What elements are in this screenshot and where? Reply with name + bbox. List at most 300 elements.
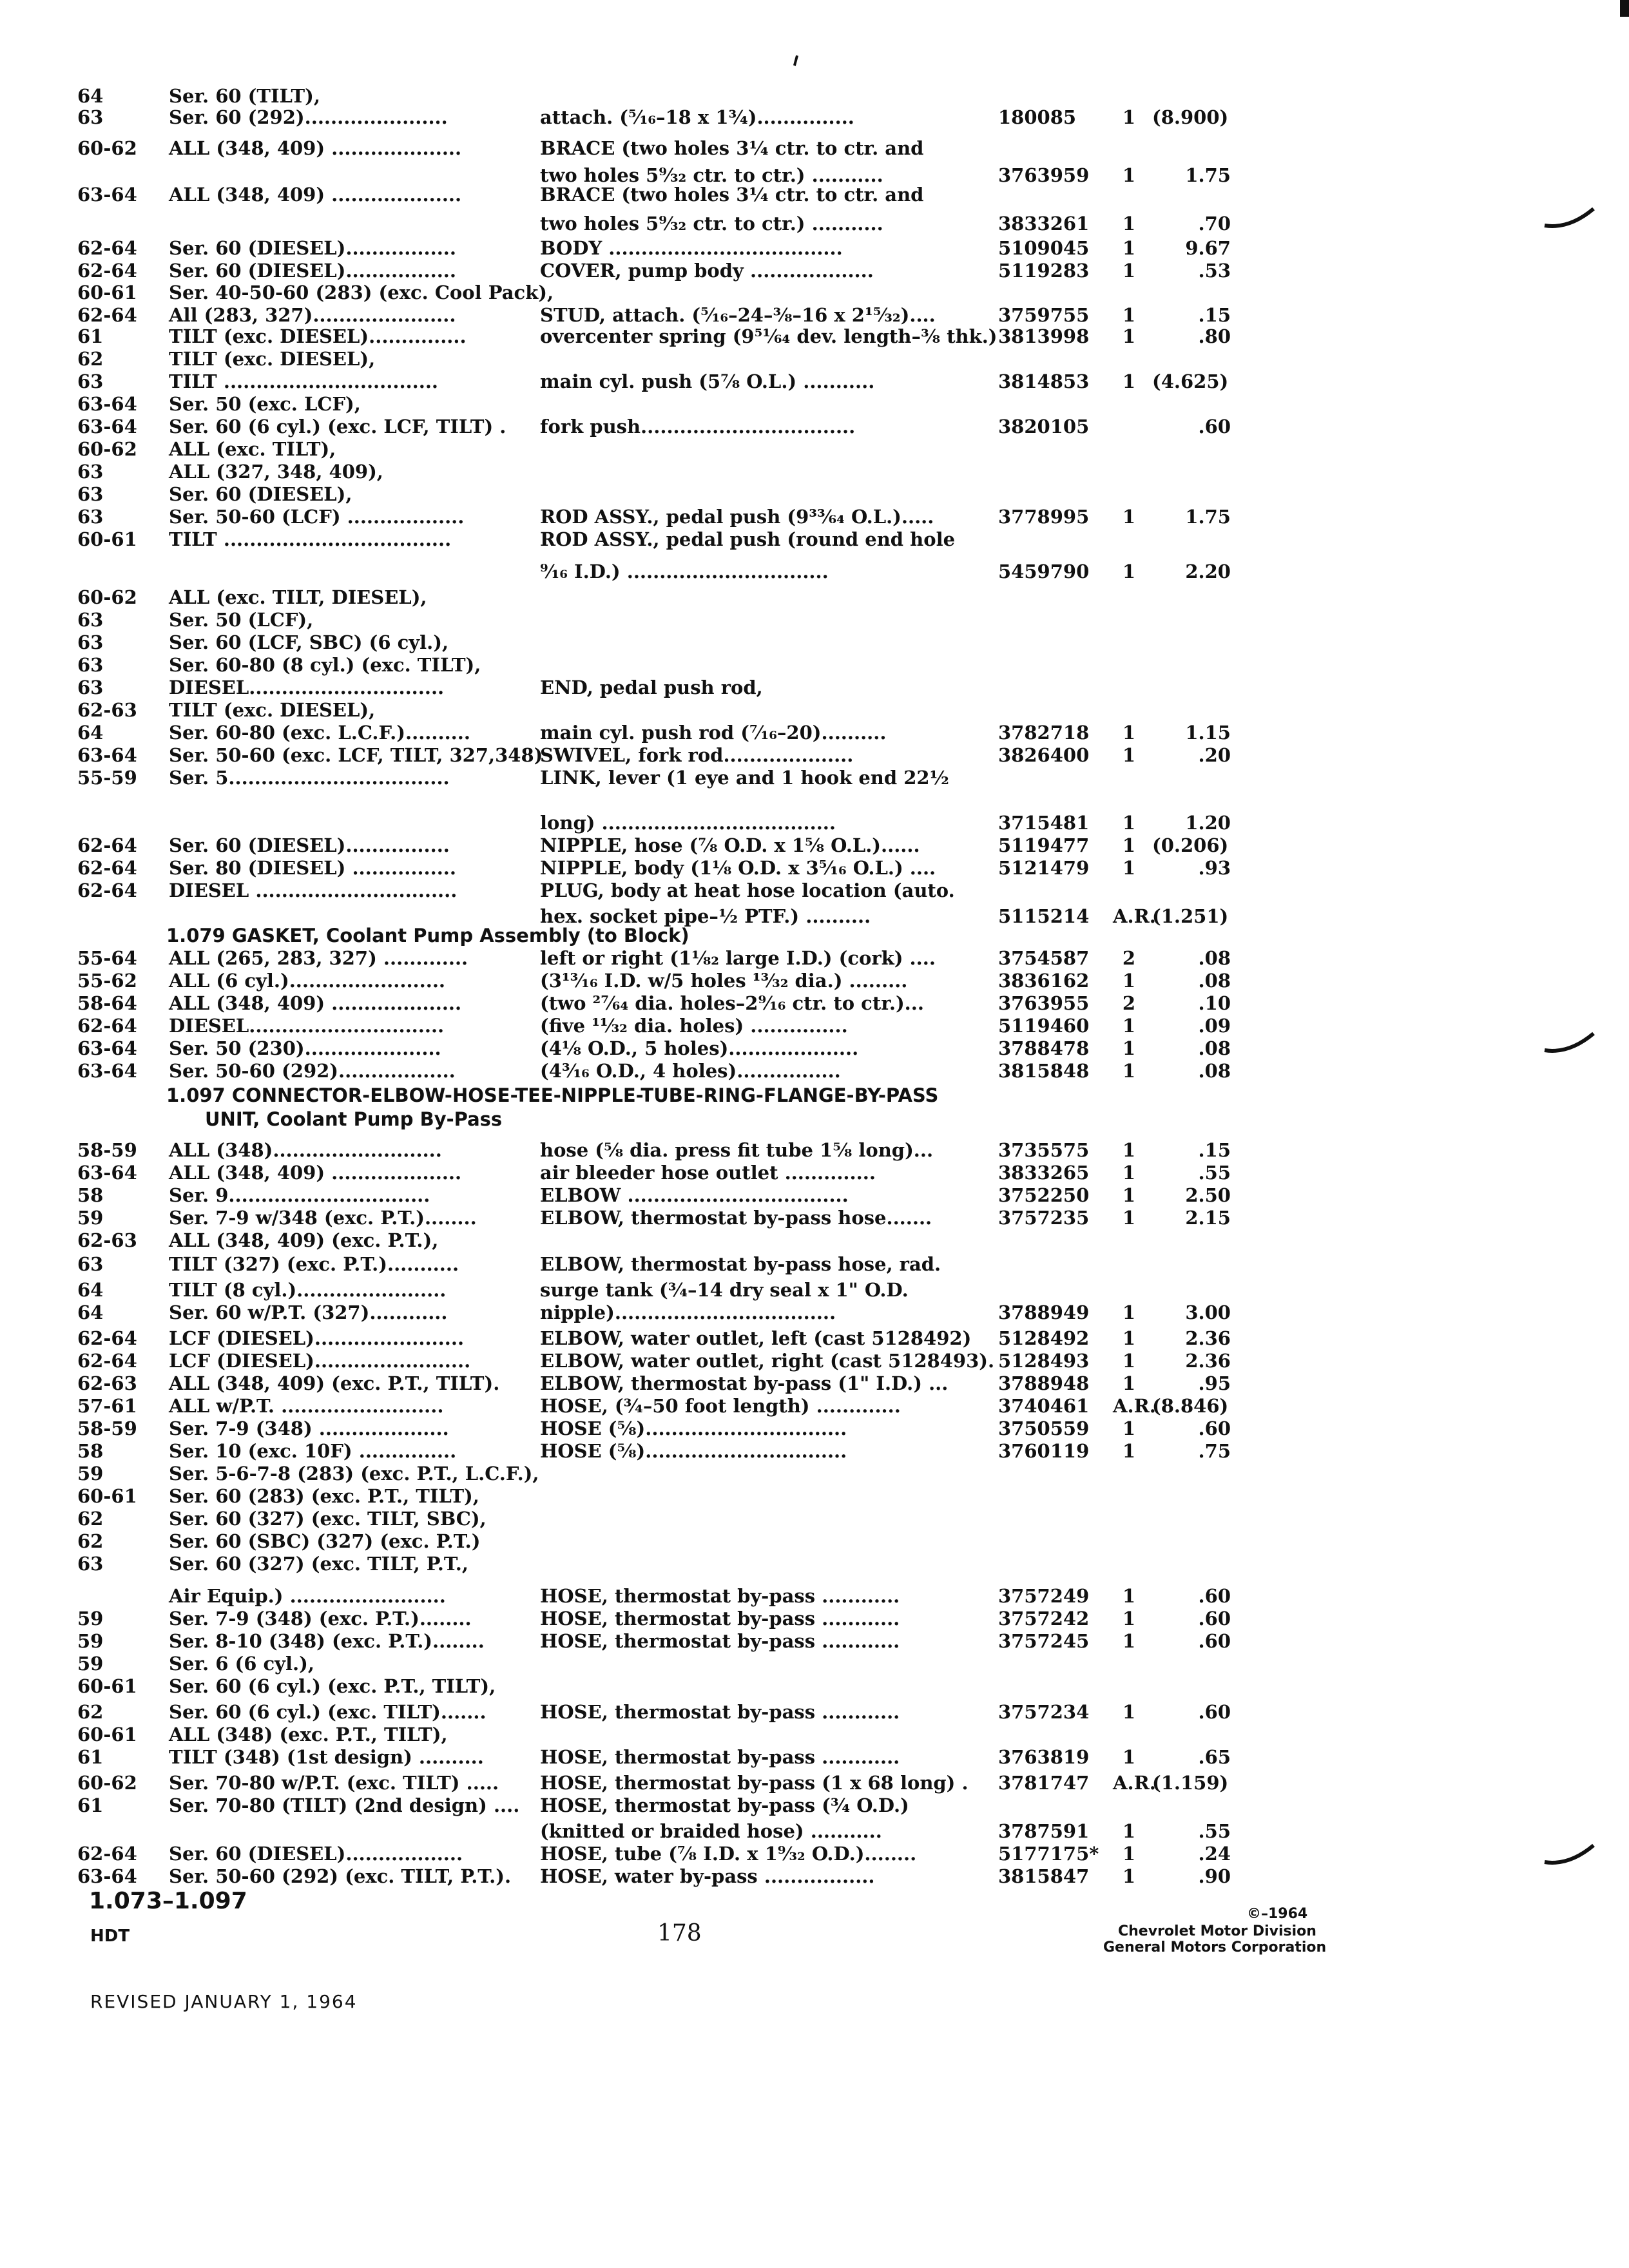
part-number: 5119283 bbox=[998, 260, 1090, 282]
parts-row bbox=[0, 1060, 1629, 1082]
price: .08 bbox=[1198, 947, 1231, 969]
quantity: 1 bbox=[1122, 1162, 1136, 1184]
price: 2.20 bbox=[1185, 561, 1231, 582]
description: STUD, attach. (⁵⁄₁₆–24–⅜–16 x 2¹⁵⁄₃₂).... bbox=[540, 304, 936, 326]
application: ALL (348, 409) .................... bbox=[169, 184, 462, 206]
description: BODY .................................... bbox=[540, 237, 843, 259]
price: .80 bbox=[1198, 325, 1231, 347]
year-range: 59 bbox=[77, 1630, 104, 1652]
part-number: 5459790 bbox=[998, 561, 1090, 582]
application: ALL (327, 348, 409), bbox=[169, 461, 383, 483]
quantity: 1 bbox=[1122, 164, 1136, 186]
binder-mark-2 bbox=[1543, 1031, 1595, 1054]
quantity: 1 bbox=[1122, 1701, 1136, 1723]
parts-row bbox=[0, 1794, 1629, 1816]
description: ELBOW, water outlet, left (cast 5128492) bbox=[540, 1327, 972, 1349]
year-range: 60-61 bbox=[77, 1485, 137, 1507]
application: TILT (exc. DIESEL), bbox=[169, 699, 376, 721]
quantity: 1 bbox=[1122, 304, 1136, 326]
part-number: 3757249 bbox=[998, 1585, 1090, 1607]
application: Ser. 60 (DIESEL)................. bbox=[169, 260, 456, 282]
application: Ser. 60 (TILT), bbox=[169, 85, 320, 107]
application: ALL (348, 409) .................... bbox=[169, 992, 462, 1014]
section-heading bbox=[0, 925, 1629, 947]
quantity: A.R. bbox=[1113, 1772, 1156, 1794]
parts-row bbox=[0, 857, 1629, 879]
price: 2.36 bbox=[1185, 1350, 1231, 1372]
quantity: A.R. bbox=[1113, 905, 1156, 927]
price: (4.625) bbox=[1152, 370, 1229, 392]
year-range: 60-61 bbox=[77, 1724, 137, 1745]
parts-row bbox=[0, 106, 1629, 128]
application: All (283, 327)...................... bbox=[169, 304, 456, 326]
parts-row bbox=[0, 1653, 1629, 1675]
description: hex. socket pipe–½ PTF.) .......... bbox=[540, 905, 871, 927]
price: 1.20 bbox=[1185, 812, 1231, 834]
quantity: 1 bbox=[1122, 1327, 1136, 1349]
part-number: 5119460 bbox=[998, 1015, 1090, 1037]
year-range: 63 bbox=[77, 506, 104, 528]
year-range: 63 bbox=[77, 483, 104, 505]
price: .10 bbox=[1198, 992, 1231, 1014]
year-range: 64 bbox=[77, 85, 104, 107]
application: DIESEL ............................... bbox=[169, 879, 458, 901]
part-number: 3752250 bbox=[998, 1184, 1090, 1206]
part-number: 3763959 bbox=[998, 164, 1090, 186]
year-range: 59 bbox=[77, 1608, 104, 1629]
price: .60 bbox=[1198, 1418, 1231, 1439]
application: Ser. 60 (327) (exc. TILT, SBC), bbox=[169, 1508, 487, 1530]
parts-row bbox=[0, 260, 1629, 282]
application: TILT (exc. DIESEL)............... bbox=[169, 325, 467, 347]
application: ALL (348).......................... bbox=[169, 1139, 442, 1161]
quantity: A.R. bbox=[1113, 1395, 1156, 1417]
part-number: 3735575 bbox=[998, 1139, 1090, 1161]
application: DIESEL.............................. bbox=[169, 677, 445, 698]
price: 3.00 bbox=[1185, 1302, 1231, 1323]
year-range: 60-62 bbox=[77, 137, 137, 159]
speck bbox=[793, 55, 798, 66]
part-number: 3757242 bbox=[998, 1608, 1090, 1629]
year-range: 62-63 bbox=[77, 699, 137, 721]
price: 9.67 bbox=[1185, 237, 1231, 259]
parts-row bbox=[0, 1372, 1629, 1394]
parts-row bbox=[0, 631, 1629, 653]
price: (8.846) bbox=[1152, 1395, 1229, 1417]
application: Ser. 50 (exc. LCF), bbox=[169, 393, 361, 415]
price: 1.75 bbox=[1185, 164, 1231, 186]
application: Ser. 60 (DIESEL).................. bbox=[169, 1843, 463, 1865]
description: ROD ASSY., pedal push (round end hole bbox=[540, 528, 956, 550]
year-range: 63 bbox=[77, 677, 104, 698]
description: long) .................................... bbox=[540, 812, 836, 834]
application: Ser. 60-80 (exc. L.C.F.).......... bbox=[169, 722, 470, 744]
parts-row bbox=[0, 1302, 1629, 1323]
year-range: 63 bbox=[77, 1253, 104, 1275]
year-range: 63-64 bbox=[77, 1865, 137, 1887]
year-range: 63-64 bbox=[77, 744, 137, 766]
parts-row bbox=[0, 85, 1629, 107]
year-range: 61 bbox=[77, 1746, 104, 1768]
price: 2.36 bbox=[1185, 1327, 1231, 1349]
quantity: 1 bbox=[1122, 1418, 1136, 1439]
description: main cyl. push rod (⁷⁄₁₆–20).......... bbox=[540, 722, 887, 744]
price: .95 bbox=[1198, 1372, 1231, 1394]
application: Ser. 7-9 w/348 (exc. P.T.)........ bbox=[169, 1207, 477, 1229]
part-number: 3740461 bbox=[998, 1395, 1090, 1417]
price: .09 bbox=[1198, 1015, 1231, 1037]
description: HOSE, thermostat by-pass ............ bbox=[540, 1746, 900, 1768]
year-range: 62-64 bbox=[77, 237, 137, 259]
year-range: 58-59 bbox=[77, 1418, 137, 1439]
part-number: 3754587 bbox=[998, 947, 1090, 969]
parts-row bbox=[0, 561, 1629, 582]
description: HOSE, thermostat by-pass (¾ O.D.) bbox=[540, 1794, 909, 1816]
parts-row bbox=[0, 528, 1629, 550]
application: Ser. 70-80 (TILT) (2nd design) .... bbox=[169, 1794, 520, 1816]
year-range: 62-64 bbox=[77, 1843, 137, 1865]
parts-row bbox=[0, 1724, 1629, 1745]
part-number: 3788478 bbox=[998, 1037, 1090, 1059]
year-range: 59 bbox=[77, 1653, 104, 1675]
description: HOSE, thermostat by-pass ............ bbox=[540, 1701, 900, 1723]
application: Ser. 50-60 (exc. LCF, TILT, 327,348) bbox=[169, 744, 543, 766]
year-range: 58-64 bbox=[77, 992, 137, 1014]
parts-row bbox=[0, 1820, 1629, 1842]
parts-row bbox=[0, 1608, 1629, 1629]
part-number: 3715481 bbox=[998, 812, 1090, 834]
parts-row bbox=[0, 1418, 1629, 1439]
part-number: 3763955 bbox=[998, 992, 1090, 1014]
parts-row bbox=[0, 416, 1629, 437]
quantity: 1 bbox=[1122, 1037, 1136, 1059]
application: Ser. 8-10 (348) (exc. P.T.)........ bbox=[169, 1630, 485, 1652]
application: Ser. 70-80 w/P.T. (exc. TILT) ..... bbox=[169, 1772, 499, 1794]
part-number: 3836162 bbox=[998, 970, 1090, 992]
part-number: 3750559 bbox=[998, 1418, 1090, 1439]
parts-row bbox=[0, 1463, 1629, 1485]
price: (1.159) bbox=[1152, 1772, 1229, 1794]
part-number: 3814853 bbox=[998, 370, 1090, 392]
description: ELBOW, thermostat by-pass (1" I.D.) ... bbox=[540, 1372, 949, 1394]
description: NIPPLE, hose (⅞ O.D. x 1⅝ O.L.)...... bbox=[540, 834, 920, 856]
parts-row bbox=[0, 834, 1629, 856]
application: ALL w/P.T. ......................... bbox=[169, 1395, 444, 1417]
year-range: 63-64 bbox=[77, 393, 137, 415]
application: Ser. 60 (6 cyl.) (exc. LCF, TILT) . bbox=[169, 416, 506, 437]
year-range: 60-62 bbox=[77, 438, 137, 460]
year-range: 64 bbox=[77, 722, 104, 744]
section-heading bbox=[0, 1108, 1629, 1130]
price: .65 bbox=[1198, 1746, 1231, 1768]
parts-row bbox=[0, 812, 1629, 834]
description: END, pedal push rod, bbox=[540, 677, 763, 698]
parts-row bbox=[0, 506, 1629, 528]
year-range: 63-64 bbox=[77, 1037, 137, 1059]
year-range: 61 bbox=[77, 325, 104, 347]
corner-edge bbox=[1620, 0, 1629, 17]
page-number: 178 bbox=[657, 1920, 702, 1946]
revised-date: REVISED JANUARY 1, 1964 bbox=[90, 1991, 358, 2012]
quantity: 1 bbox=[1122, 857, 1136, 879]
parts-row bbox=[0, 461, 1629, 483]
quantity: 1 bbox=[1122, 1440, 1136, 1462]
part-number: 3788948 bbox=[998, 1372, 1090, 1394]
application: ALL (265, 283, 327) ............. bbox=[169, 947, 468, 969]
part-number: 3757245 bbox=[998, 1630, 1090, 1652]
part-number: 3815847 bbox=[998, 1865, 1090, 1887]
parts-row bbox=[0, 1630, 1629, 1652]
price: .60 bbox=[1198, 1630, 1231, 1652]
parts-row bbox=[0, 1350, 1629, 1372]
price: .20 bbox=[1198, 744, 1231, 766]
price: .90 bbox=[1198, 1865, 1231, 1887]
part-number: 5109045 bbox=[998, 237, 1090, 259]
part-number: 5115214 bbox=[998, 905, 1090, 927]
application: Ser. 50-60 (292) (exc. TILT, P.T.). bbox=[169, 1865, 512, 1887]
binder-mark-1 bbox=[1543, 206, 1595, 229]
application: TILT (8 cyl.)....................... bbox=[169, 1279, 447, 1301]
year-range: 62-64 bbox=[77, 857, 137, 879]
year-range: 61 bbox=[77, 1794, 104, 1816]
description: HOSE, thermostat by-pass ............ bbox=[540, 1608, 900, 1629]
year-range: 63 bbox=[77, 461, 104, 483]
price: 2.50 bbox=[1185, 1184, 1231, 1206]
application: Ser. 60 (283) (exc. P.T., TILT), bbox=[169, 1485, 479, 1507]
quantity: 1 bbox=[1122, 1630, 1136, 1652]
application: Ser. 5.................................. bbox=[169, 767, 450, 789]
parts-row bbox=[0, 1207, 1629, 1229]
year-range: 63-64 bbox=[77, 416, 137, 437]
parts-row bbox=[0, 1585, 1629, 1607]
quantity: 1 bbox=[1122, 1207, 1136, 1229]
quantity: 1 bbox=[1122, 370, 1136, 392]
year-range: 62-64 bbox=[77, 1015, 137, 1037]
parts-row bbox=[0, 370, 1629, 392]
quantity: 1 bbox=[1122, 722, 1136, 744]
quantity: 1 bbox=[1122, 1184, 1136, 1206]
parts-row bbox=[0, 1229, 1629, 1251]
application: TILT ................................... bbox=[169, 528, 452, 550]
application: Ser. 50 (LCF), bbox=[169, 609, 314, 631]
quantity: 1 bbox=[1122, 1820, 1136, 1842]
year-range: 62 bbox=[77, 348, 104, 370]
price: .08 bbox=[1198, 1060, 1231, 1082]
application: TILT (348) (1st design) .......... bbox=[169, 1746, 484, 1768]
part-number: 3813998 bbox=[998, 325, 1090, 347]
year-range: 63 bbox=[77, 609, 104, 631]
parts-row bbox=[0, 654, 1629, 676]
quantity: 1 bbox=[1122, 970, 1136, 992]
application: Ser. 60 (6 cyl.) (exc. TILT)....... bbox=[169, 1701, 487, 1723]
quantity: 1 bbox=[1122, 812, 1136, 834]
application: ALL (exc. TILT, DIESEL), bbox=[169, 586, 427, 608]
year-range: 62-64 bbox=[77, 1327, 137, 1349]
year-range: 62 bbox=[77, 1508, 104, 1530]
parts-row bbox=[0, 905, 1629, 927]
application: ALL (exc. TILT), bbox=[169, 438, 336, 460]
part-number: 3815848 bbox=[998, 1060, 1090, 1082]
year-range: 63 bbox=[77, 631, 104, 653]
price: (0.206) bbox=[1152, 834, 1229, 856]
year-range: 62 bbox=[77, 1701, 104, 1723]
application: ALL (348, 409) .................... bbox=[169, 137, 462, 159]
description: surge tank (¾–14 dry seal x 1" O.D. bbox=[540, 1279, 909, 1301]
year-range: 64 bbox=[77, 1279, 104, 1301]
description: HOSE, thermostat by-pass (1 x 68 long) . bbox=[540, 1772, 969, 1794]
application: Ser. 60 (DIESEL)................. bbox=[169, 237, 456, 259]
parts-row bbox=[0, 237, 1629, 259]
application: Ser. 80 (DIESEL) ................ bbox=[169, 857, 456, 879]
description: BRACE (two holes 3¼ ctr. to ctr. and bbox=[540, 184, 924, 206]
part-number: 3757235 bbox=[998, 1207, 1090, 1229]
price: .60 bbox=[1198, 1701, 1231, 1723]
application: Ser. 60 (327) (exc. TILT, P.T., bbox=[169, 1553, 468, 1575]
section-heading-text: UNIT, Coolant Pump By-Pass bbox=[205, 1108, 503, 1130]
application: ALL (6 cyl.)........................ bbox=[169, 970, 446, 992]
parts-row bbox=[0, 1772, 1629, 1794]
application: Ser. 6 (6 cyl.), bbox=[169, 1653, 314, 1675]
price: .08 bbox=[1198, 970, 1231, 992]
section-range: 1.073–1.097 bbox=[89, 1888, 247, 1914]
quantity: 2 bbox=[1122, 992, 1136, 1014]
price: .55 bbox=[1198, 1820, 1231, 1842]
year-range: 62-64 bbox=[77, 304, 137, 326]
year-range: 63-64 bbox=[77, 1162, 137, 1184]
year-range: 62-64 bbox=[77, 879, 137, 901]
application: Ser. 9............................... bbox=[169, 1184, 430, 1206]
description: ⁹⁄₁₆ I.D.) ............................... bbox=[540, 561, 829, 582]
description: HOSE, water by-pass ................. bbox=[540, 1865, 875, 1887]
description: COVER, pump body ................... bbox=[540, 260, 874, 282]
price: .60 bbox=[1198, 1585, 1231, 1607]
application: Ser. 60-80 (8 cyl.) (exc. TILT), bbox=[169, 654, 481, 676]
price: 1.75 bbox=[1185, 506, 1231, 528]
part-number: 180085 bbox=[998, 106, 1077, 128]
year-range: 60-61 bbox=[77, 528, 137, 550]
quantity: 1 bbox=[1122, 213, 1136, 235]
description: PLUG, body at heat hose location (auto. bbox=[540, 879, 955, 901]
year-range: 63 bbox=[77, 370, 104, 392]
parts-row bbox=[0, 1485, 1629, 1507]
description: NIPPLE, body (1⅛ O.D. x 3⁵⁄₁₆ O.L.) .... bbox=[540, 857, 936, 879]
application: ALL (348, 409) .................... bbox=[169, 1162, 462, 1184]
parts-row bbox=[0, 947, 1629, 969]
year-range: 63-64 bbox=[77, 184, 137, 206]
binder-mark-3 bbox=[1543, 1843, 1595, 1866]
parts-row bbox=[0, 1279, 1629, 1301]
price: (8.900) bbox=[1152, 106, 1229, 128]
parts-row bbox=[0, 677, 1629, 698]
application: Ser. 60 (LCF, SBC) (6 cyl.), bbox=[169, 631, 449, 653]
year-range: 58 bbox=[77, 1184, 104, 1206]
parts-row bbox=[0, 438, 1629, 460]
parts-row bbox=[0, 137, 1629, 159]
description: (4³⁄₁₆ O.D., 4 holes)................ bbox=[540, 1060, 841, 1082]
part-number: 3833261 bbox=[998, 213, 1090, 235]
parts-row bbox=[0, 1440, 1629, 1462]
parts-row bbox=[0, 304, 1629, 326]
price: 2.15 bbox=[1185, 1207, 1231, 1229]
parts-row bbox=[0, 1701, 1629, 1723]
parts-row bbox=[0, 348, 1629, 370]
application: Ser. 10 (exc. 10F) ............... bbox=[169, 1440, 457, 1462]
parts-row bbox=[0, 992, 1629, 1014]
part-number: 5128492 bbox=[998, 1327, 1090, 1349]
year-range: 59 bbox=[77, 1463, 104, 1485]
quantity: 1 bbox=[1122, 834, 1136, 856]
series-code: HDT bbox=[90, 1927, 130, 1946]
application: LCF (DIESEL)....................... bbox=[169, 1327, 465, 1349]
description: overcenter spring (9⁵¹⁄₆₄ dev. length–⅜ thk.) bbox=[540, 325, 998, 347]
description: nipple).................................. bbox=[540, 1302, 836, 1323]
quantity: 1 bbox=[1122, 1372, 1136, 1394]
description: BRACE (two holes 3¼ ctr. to ctr. and bbox=[540, 137, 924, 159]
application: Ser. 40-50-60 (283) (exc. Cool Pack), bbox=[169, 282, 554, 303]
section-heading bbox=[0, 1084, 1629, 1106]
parts-row bbox=[0, 879, 1629, 901]
price: .93 bbox=[1198, 857, 1231, 879]
year-range: 58 bbox=[77, 1440, 104, 1462]
application: Ser. 50-60 (LCF) .................. bbox=[169, 506, 465, 528]
application: Ser. 50 (230)..................... bbox=[169, 1037, 441, 1059]
parts-row bbox=[0, 586, 1629, 608]
price: .08 bbox=[1198, 1037, 1231, 1059]
year-range: 55-62 bbox=[77, 970, 137, 992]
price: .24 bbox=[1198, 1843, 1231, 1865]
price: .55 bbox=[1198, 1162, 1231, 1184]
description: ELBOW, thermostat by-pass hose, rad. bbox=[540, 1253, 941, 1275]
price: .53 bbox=[1198, 260, 1231, 282]
price: .70 bbox=[1198, 213, 1231, 235]
part-number: 5128493 bbox=[998, 1350, 1090, 1372]
parts-row bbox=[0, 325, 1629, 347]
section-heading-text: 1.079 GASKET, Coolant Pump Assembly (to Block) bbox=[166, 925, 689, 947]
year-range: 60-62 bbox=[77, 586, 137, 608]
company-corp: General Motors Corporation bbox=[1103, 1939, 1327, 1956]
quantity: 2 bbox=[1122, 947, 1136, 969]
part-number: 5119477 bbox=[998, 834, 1090, 856]
quantity: 1 bbox=[1122, 1865, 1136, 1887]
parts-row bbox=[0, 722, 1629, 744]
year-range: 62-63 bbox=[77, 1372, 137, 1394]
parts-row bbox=[0, 1843, 1629, 1865]
price: .15 bbox=[1198, 1139, 1231, 1161]
parts-row bbox=[0, 1865, 1629, 1887]
parts-row bbox=[0, 1015, 1629, 1037]
section-heading-text: 1.097 CONNECTOR-ELBOW-HOSE-TEE-NIPPLE-TUBE-RING-FLANGE-BY-PASS bbox=[166, 1084, 939, 1106]
year-range: 63 bbox=[77, 106, 104, 128]
parts-row bbox=[0, 609, 1629, 631]
company-division: Chevrolet Motor Division bbox=[1118, 1923, 1316, 1939]
description: (knitted or braided hose) ........... bbox=[540, 1820, 882, 1842]
quantity: 1 bbox=[1122, 1302, 1136, 1323]
year-range: 62-63 bbox=[77, 1229, 137, 1251]
parts-row bbox=[0, 213, 1629, 235]
application: TILT ................................. bbox=[169, 370, 439, 392]
description: ELBOW, thermostat by-pass hose....... bbox=[540, 1207, 932, 1229]
parts-row bbox=[0, 282, 1629, 303]
parts-row bbox=[0, 1530, 1629, 1552]
parts-row bbox=[0, 1395, 1629, 1417]
quantity: 1 bbox=[1122, 1060, 1136, 1082]
parts-row bbox=[0, 767, 1629, 789]
application: Ser. 5-6-7-8 (283) (exc. P.T., L.C.F.), bbox=[169, 1463, 539, 1485]
year-range: 57-61 bbox=[77, 1395, 137, 1417]
year-range: 63-64 bbox=[77, 1060, 137, 1082]
description: HOSE, thermostat by-pass ............ bbox=[540, 1585, 900, 1607]
parts-row bbox=[0, 699, 1629, 721]
